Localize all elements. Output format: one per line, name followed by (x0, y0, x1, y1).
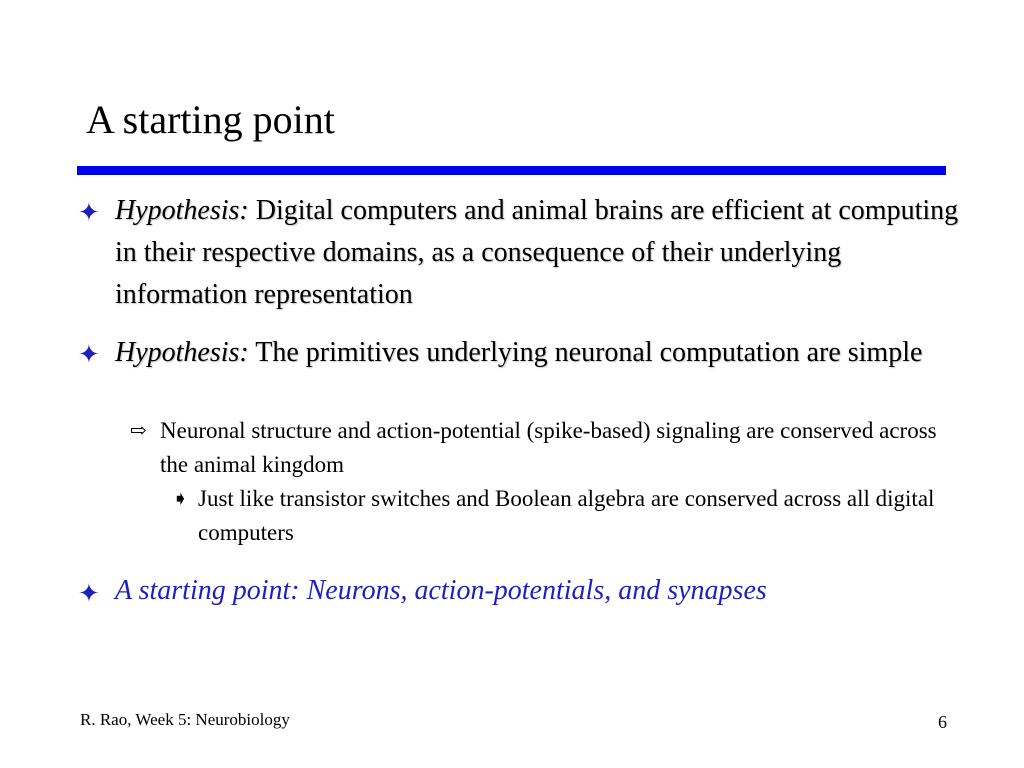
bullet-hypothesis-efficiency (115, 190, 975, 316)
four-point-star-icon: ✦ (78, 340, 100, 369)
footer-author: R. Rao, Week 5: Neurobiology (80, 710, 290, 729)
bullet-starting-point: A starting point: Neurons, action-potentials, and synapses (115, 575, 767, 606)
page-number: 6 (938, 712, 947, 732)
bullet-text: Digital computers and animal brains are efficient at computing in their respective domains, as a consequence of their underlying information representation (115, 195, 959, 310)
bullet-hypothesis-primitives (115, 332, 975, 374)
diamond-arrow-icon: ➧ (172, 488, 189, 510)
bullet-lead: Hypothesis: (115, 195, 249, 226)
slide-title: A starting point (86, 97, 335, 142)
sub-sub-bullet-transistors: Just like transistor switches and Boolean algebra are conserved across all digital computers (198, 486, 935, 545)
sub-bullet-neuronal-structure: Neuronal structure and action-potential (spike-based) signaling are conserved across the animal kingdom (160, 418, 937, 477)
bullet-text: The primitives underlying neuronal computation are simple (248, 337, 923, 368)
outline-arrow-icon: ⇨ (130, 420, 147, 442)
four-point-star-icon: ✦ (78, 579, 100, 608)
title-divider (77, 166, 946, 175)
bullet-lead: Hypothesis: (115, 337, 249, 368)
four-point-star-icon: ✦ (78, 198, 100, 227)
